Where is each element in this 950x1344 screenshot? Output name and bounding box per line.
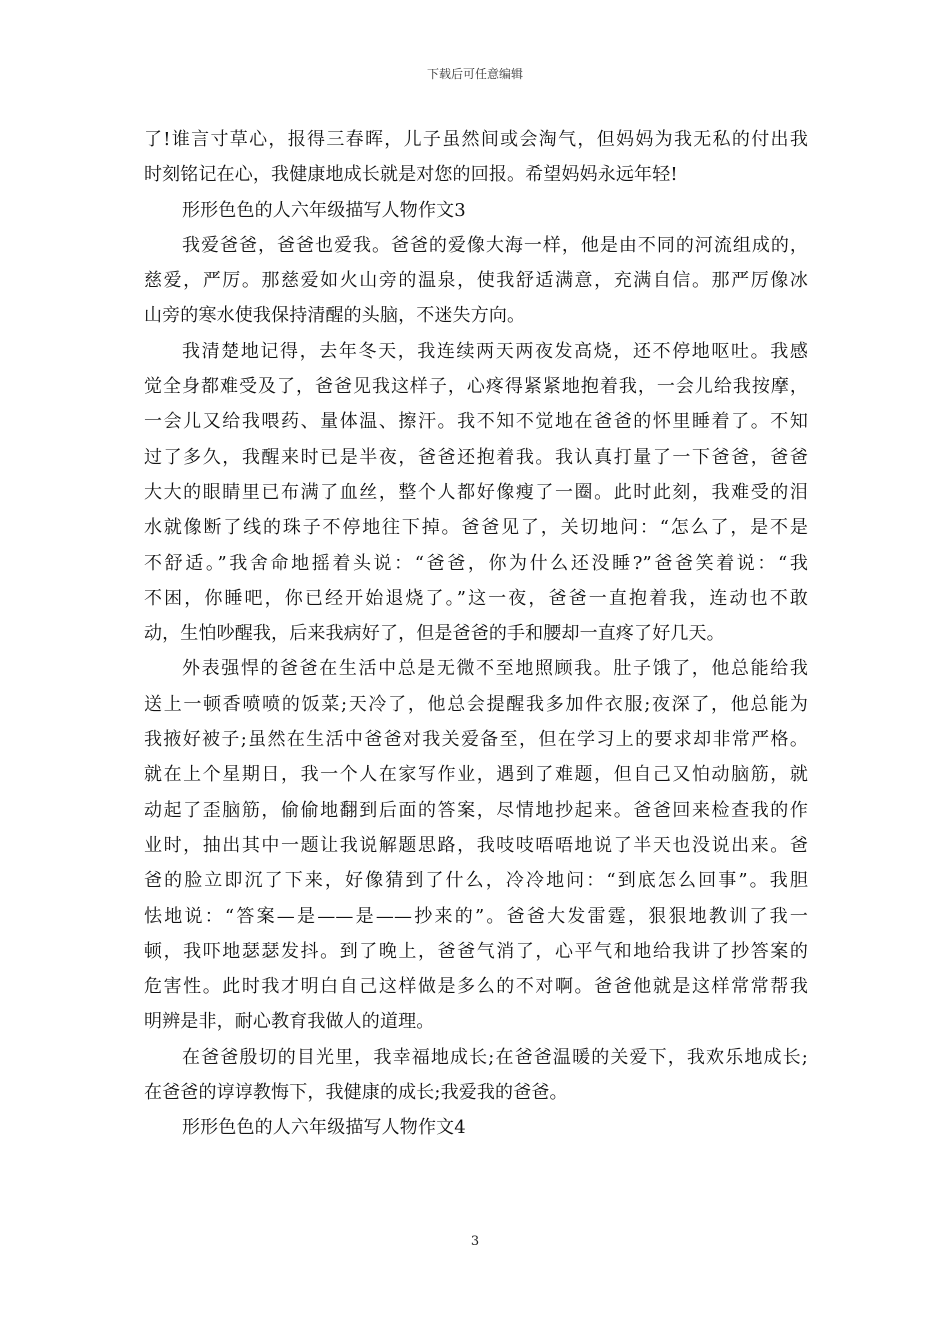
text-line: 时刻铭记在心，我健康地成长就是对您的回报。希望妈妈永远年轻! (144, 164, 678, 186)
document-body (144, 122, 808, 1146)
text-line: 不舒适。”我舍命地摇着头说：“爸爸，你为什么还没睡?”爸爸笑着说：“我 (144, 552, 808, 574)
text-line: 水就像断了线的珠子不停地往下掉。爸爸见了，关切地问：“怎么了，是不是 (144, 517, 808, 539)
text-line: 过了多久，我醒来时已是半夜，爸爸还抱着我。我认真打量了一下爸爸，爸爸 (144, 446, 808, 468)
text-line: 送上一顿香喷喷的饭菜;天冷了，他总会提醒我多加件衣服;夜深了，他总能为 (144, 693, 808, 715)
text-line: 业时，抽出其中一题让我说解题思路，我吱吱唔唔地说了半天也没说出来。爸 (144, 834, 808, 856)
text-line: 我爱爸爸，爸爸也爱我。爸爸的爱像大海一样，他是由不同的河流组成的， (182, 234, 808, 256)
text-line: 觉全身都难受及了，爸爸见我这样子，心疼得紧紧地抱着我，一会儿给我按摩， (144, 376, 808, 398)
page-header: 下载后可任意编辑 (426, 67, 523, 81)
text-line: 在爸爸殷切的目光里，我幸福地成长;在爸爸温暖的关爱下，我欢乐地成长; (182, 1046, 808, 1068)
text-line: 顿，我吓地瑟瑟发抖。到了晚上，爸爸气消了，心平气和地给我讲了抄答案的 (144, 940, 808, 962)
text-line: 动，生怕吵醒我，后来我病好了，但是爸爸的手和腰却一直疼了好几天。 (144, 623, 725, 645)
text-line: 在爸爸的谆谆教悔下，我健康的成长;我爱我的爸爸。 (144, 1082, 568, 1104)
text-line: 大大的眼睛里已布满了血丝，整个人都好像瘦了一圈。此时此刻，我难受的泪 (144, 481, 808, 503)
text-line: 动起了歪脑筋，偷偷地翻到后面的答案，尽情地抄起来。爸爸回来检查我的作 (144, 799, 808, 821)
text-line: 我掖好被子;虽然在生活中爸爸对我关爱备至，但在学习上的要求却非常严格。 (144, 729, 808, 751)
page-number: 3 (470, 1234, 480, 1249)
text-line: 一会儿又给我喂药、量体温、擦汗。我不知不觉地在爸爸的怀里睡着了。不知 (144, 411, 808, 433)
text-line: 怯地说：“答案—是——是——抄来的”。爸爸大发雷霆，狠狠地教训了我一 (144, 905, 808, 927)
text-line: 不困，你睡吧，你已经开始退烧了。”这一夜，爸爸一直抱着我，连动也不敢 (144, 587, 808, 609)
section-heading: 形形色色的人六年级描写人物作文4 (182, 1117, 466, 1139)
text-line: 山旁的寒水使我保持清醒的头脑，不迷失方向。 (144, 305, 526, 327)
text-line: 慈爱，严厉。那慈爱如火山旁的温泉，使我舒适满意，充满自信。那严厉像冰 (144, 270, 808, 292)
text-line: 危害性。此时我才明白自己这样做是多么的不对啊。爸爸他就是这样常常帮我 (144, 976, 808, 998)
text-line: 外表强悍的爸爸在生活中总是无微不至地照顾我。肚子饿了，他总能给我 (182, 658, 808, 680)
text-line: 爸的脸立即沉了下来，好像猜到了什么，冷冷地问：“到底怎么回事”。我胆 (144, 870, 808, 892)
text-line: 就在上个星期日，我一个人在家写作业，遇到了难题，但自己又怕动脑筋，就 (144, 764, 808, 786)
section-heading: 形形色色的人六年级描写人物作文3 (182, 199, 466, 221)
text-line: 了!谁言寸草心，报得三春晖，儿子虽然间或会淘气，但妈妈为我无私的付出我 (144, 129, 808, 150)
text-line: 明辨是非，耐心教育我做人的道理。 (144, 1011, 435, 1033)
text-line: 我清楚地记得，去年冬天，我连续两天两夜发高烧，还不停地呕吐。我感 (182, 340, 808, 362)
